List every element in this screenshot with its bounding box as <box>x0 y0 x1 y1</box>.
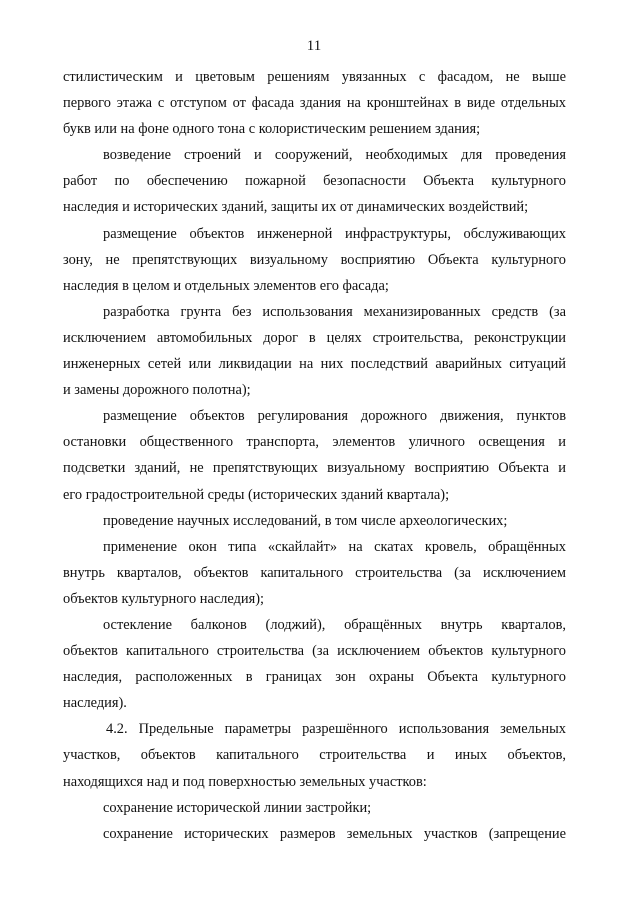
paragraph <box>63 403 566 507</box>
text-line: наследия и исторических зданий, защиты их от динамических воздействий; <box>63 199 529 216</box>
paragraph <box>63 716 566 794</box>
text-line: подсветки зданий, не препятствующих визуальному восприятию Объекта и <box>63 460 566 477</box>
text-line: объектов культурного наследия); <box>63 590 265 607</box>
text-line: первого этажа с отступом от фасада здания на кронштейнах в виде отдельных <box>63 95 566 112</box>
paragraph <box>63 795 566 821</box>
document-body <box>63 64 566 847</box>
paragraph <box>63 299 566 403</box>
text-line: букв или на фоне одного тона с колористическим решением здания; <box>63 121 481 138</box>
text-line: сохранение исторической линии застройки; <box>103 799 372 816</box>
paragraph <box>63 612 566 716</box>
text-line: работ по обеспечению пожарной безопасности Объекта культурного <box>63 173 566 190</box>
text-line: объектов капитального строительства (за исключением объектов культурного <box>63 643 566 660</box>
text-line: внутрь кварталов, объектов капитального строительства (за исключением <box>63 564 566 581</box>
text-line: наследия в целом и отдельных элементов его фасада; <box>63 277 389 294</box>
text-line: наследия). <box>63 695 127 712</box>
text-line: проведение научных исследований, в том числе археологических; <box>103 512 508 529</box>
paragraph <box>63 221 566 299</box>
text-line: возведение строений и сооружений, необходимых для проведения <box>103 147 566 164</box>
text-line: участков, объектов капитального строительства и иных объектов, <box>63 747 566 764</box>
text-line: и замены дорожного полотна); <box>63 382 251 399</box>
text-line: стилистическим и цветовым решениям увязанных с фасадом, не выше <box>63 69 566 85</box>
paragraph <box>63 142 566 220</box>
text-line: применение окон типа «скайлайт» на скатах кровель, обращённых <box>103 538 566 555</box>
text-line: остановки общественного транспорта, элементов уличного освещения и <box>63 434 566 451</box>
text-line: его градостроительной среды (исторических зданий квартала); <box>63 486 450 503</box>
text-line: зону, не препятствующих визуальному восприятию Объекта культурного <box>63 251 566 268</box>
text-line: наследия, расположенных в границах зон охраны Объекта культурного <box>63 669 566 686</box>
text-line: размещение объектов инженерной инфраструктуры, обслуживающих <box>103 225 566 242</box>
paragraph <box>63 534 566 612</box>
page-number: 11 <box>306 38 322 54</box>
text-line: инженерных сетей или ликвидации на них последствий аварийных ситуаций <box>63 356 566 373</box>
text-line: сохранение исторических размеров земельных участков (запрещение <box>103 825 566 842</box>
text-line: исключением автомобильных дорог в целях строительства, реконструкции <box>63 329 566 346</box>
paragraph <box>63 821 566 847</box>
paragraph <box>63 508 566 534</box>
text-line: разработка грунта без использования механизированных средств (за <box>103 303 566 320</box>
text-line: 4.2. Предельные параметры разрешённого использования земельных <box>106 721 566 738</box>
text-line: остекление балконов (лоджий), обращённых внутрь кварталов, <box>103 616 566 633</box>
paragraph <box>63 64 566 142</box>
text-line: находящихся над и под поверхностью земельных участков: <box>63 773 427 790</box>
text-line: размещение объектов регулирования дорожного движения, пунктов <box>103 408 566 425</box>
